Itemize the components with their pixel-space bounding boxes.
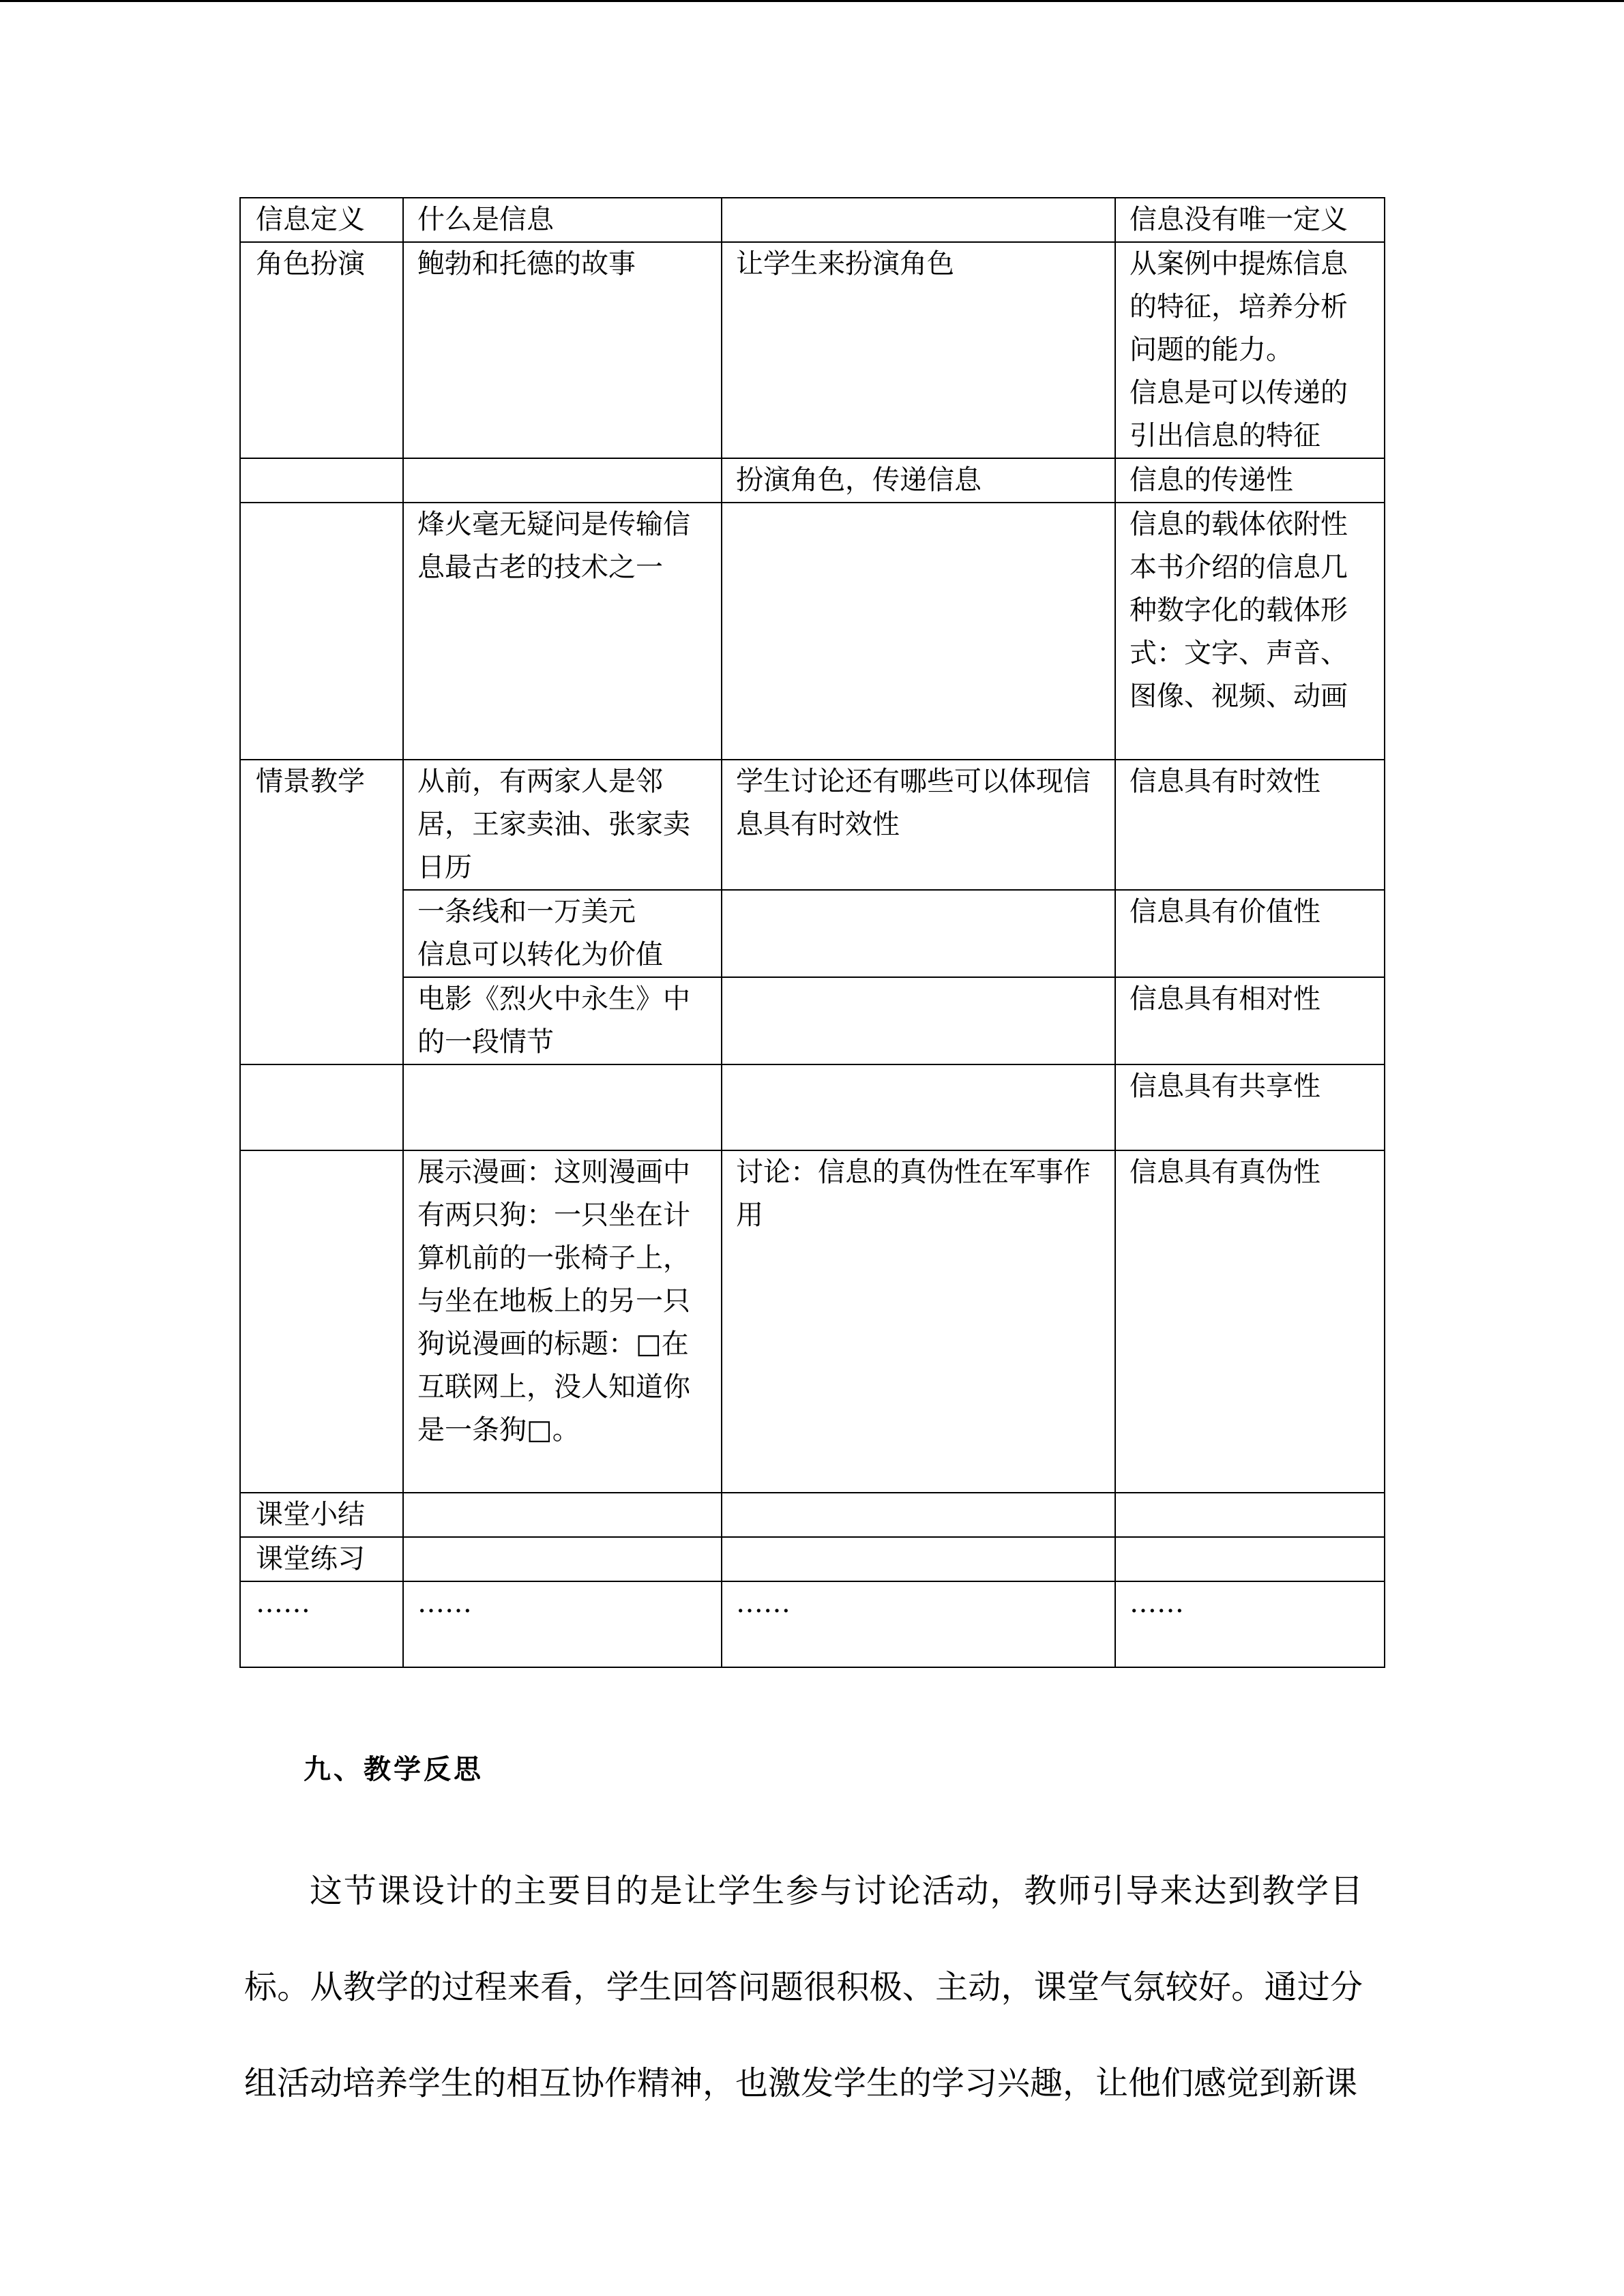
table-cell bbox=[240, 458, 403, 503]
table-cell: 信息定义 bbox=[240, 198, 403, 242]
table-cell: 课堂练习 bbox=[240, 1537, 403, 1581]
table-cell bbox=[722, 1064, 1115, 1150]
section-heading: 九、教学反思 bbox=[304, 1754, 484, 1785]
table-cell: …… bbox=[722, 1581, 1115, 1667]
table-cell: 一条线和一万美元 信息可以转化为价值 bbox=[403, 890, 722, 977]
table-cell: 信息具有相对性 bbox=[1115, 977, 1385, 1064]
table-cell bbox=[240, 1150, 403, 1493]
table-cell bbox=[722, 1537, 1115, 1581]
lesson-plan-table bbox=[239, 197, 1385, 1668]
table-cell: 信息具有价值性 bbox=[1115, 890, 1385, 977]
table-row bbox=[240, 1150, 1385, 1493]
table-cell: …… bbox=[1115, 1581, 1385, 1667]
table-cell: 信息的载体依附性 本书介绍的信息几种数字化的载体形式：文字、声音、图像、视频、动画 bbox=[1115, 503, 1385, 760]
table-cell: 课堂小结 bbox=[240, 1493, 403, 1537]
table-cell bbox=[722, 198, 1115, 242]
table-row bbox=[240, 1493, 1385, 1537]
table-cell bbox=[722, 890, 1115, 977]
table-cell: …… bbox=[403, 1581, 722, 1667]
table-cell bbox=[722, 977, 1115, 1064]
table-cell: 信息具有时效性 bbox=[1115, 760, 1385, 890]
body-paragraph: 这节课设计的主要目的是让学生参与讨论活动，教师引导来达到教学目标。从教学的过程来看，学生回答问题很积极、主动，课堂气氛较好。通过分组活动培养学生的相互协作精神，也激发学生的学习兴趣，让他们感觉到新课 bbox=[244, 1872, 1363, 2102]
table-cell bbox=[403, 458, 722, 503]
table-row bbox=[240, 760, 1385, 890]
table-cell: 烽火毫无疑问是传输信息最古老的技术之一 bbox=[403, 503, 722, 760]
table-cell: 信息的传递性 bbox=[1115, 458, 1385, 503]
table-cell: 情景教学 bbox=[240, 760, 403, 1064]
table-cell bbox=[722, 503, 1115, 760]
table-row bbox=[240, 198, 1385, 242]
table-row bbox=[240, 242, 1385, 458]
table-cell: 讨论：信息的真伪性在军事作用 bbox=[722, 1150, 1115, 1493]
table-row bbox=[240, 458, 1385, 503]
table-cell: 电影《烈火中永生》中的一段情节 bbox=[403, 977, 722, 1064]
table-cell: 从案例中提炼信息的特征，培养分析问题的能力。 信息是可以传递的 引出信息的特征 bbox=[1115, 242, 1385, 458]
table-cell: 什么是信息 bbox=[403, 198, 722, 242]
table-cell: 信息具有真伪性 bbox=[1115, 1150, 1385, 1493]
table-row bbox=[240, 1581, 1385, 1667]
table-cell bbox=[240, 503, 403, 760]
table-row bbox=[240, 1537, 1385, 1581]
table-row bbox=[240, 977, 1385, 1064]
table-cell bbox=[1115, 1537, 1385, 1581]
table-cell bbox=[722, 1493, 1115, 1537]
table-cell bbox=[1115, 1493, 1385, 1537]
table-row bbox=[240, 503, 1385, 760]
table-cell: 扮演角色，传递信息 bbox=[722, 458, 1115, 503]
table-cell: 学生讨论还有哪些可以体现信息具有时效性 bbox=[722, 760, 1115, 890]
table-row bbox=[240, 890, 1385, 977]
table-cell bbox=[403, 1493, 722, 1537]
table-cell: …… bbox=[240, 1581, 403, 1667]
table-cell: 信息没有唯一定义 bbox=[1115, 198, 1385, 242]
table-cell bbox=[240, 1064, 403, 1150]
table-cell bbox=[403, 1064, 722, 1150]
table-cell: 展示漫画：这则漫画中有两只狗：一只坐在计算机前的一张椅子上，与坐在地板上的另一只狗说漫画的标题：□在互联网上，没人知道你是一条狗□。 bbox=[403, 1150, 722, 1493]
table-cell: 让学生来扮演角色 bbox=[722, 242, 1115, 458]
table-cell: 信息具有共享性 bbox=[1115, 1064, 1385, 1150]
table-cell: 鲍勃和托德的故事 bbox=[403, 242, 722, 458]
table-cell: 角色扮演 bbox=[240, 242, 403, 458]
table-row bbox=[240, 1064, 1385, 1150]
table-cell bbox=[403, 1537, 722, 1581]
table-cell: 从前，有两家人是邻居，王家卖油、张家卖日历 bbox=[403, 760, 722, 890]
